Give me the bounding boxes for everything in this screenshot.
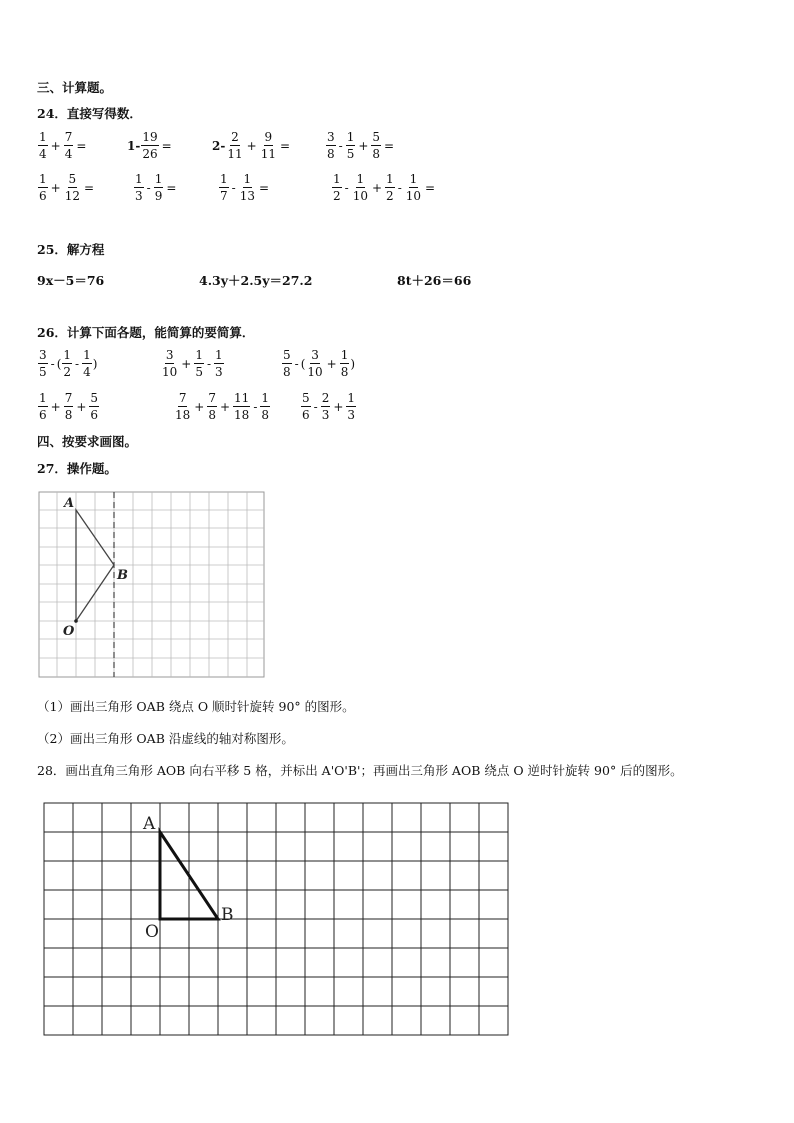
q26-expression-6: $\frac{5}{6}$ - $\frac{2}{3}$ + $\frac{1}{3}$ — [302, 391, 356, 422]
q27-label-b: B — [117, 568, 128, 583]
q24-operator: + — [371, 180, 383, 195]
q24-fraction: $\frac{1}{10}$ — [352, 172, 368, 203]
q24-fraction: $\frac{7}{4}$ — [64, 130, 73, 161]
q24-operator: - — [397, 180, 402, 195]
q26-expression-1: $\frac{3}{5}$ - ( $\frac{1}{2}$ - $\frac{1}{4}$ ) — [39, 348, 98, 379]
q24-fraction: $\frac{1}{6}$ — [39, 172, 47, 203]
q24-operator: - — [146, 180, 151, 195]
q24-fraction: $\frac{1}{2}$ — [333, 172, 341, 203]
q24-item — [325, 131, 396, 160]
q24-operator: + — [358, 138, 369, 153]
q27-point-o — [74, 619, 78, 623]
q24-operator: + — [50, 180, 61, 195]
q24-fraction: $\frac{1}{10}$ — [405, 172, 422, 203]
q24-fraction: $\frac{2}{11}$ — [227, 130, 243, 161]
q24-prefix: 2- — [212, 138, 226, 153]
q28-label-b: B — [221, 905, 234, 925]
q25-equation-2: 4.3y＋2.5y＝27.2 — [199, 273, 313, 288]
q24-operator: - — [344, 180, 349, 195]
q24-operator: + — [246, 138, 257, 153]
q26-expression-2: $\frac{3}{10}$ + $\frac{1}{5}$ - $\frac{1}{3}$ — [162, 348, 223, 379]
q24-equals: = — [83, 180, 95, 195]
q24-fraction: $\frac{19}{26}$ — [142, 130, 158, 161]
q24-fraction: $\frac{1}{5}$ — [346, 130, 355, 161]
q24-fraction: $\frac{1}{2}$ — [386, 172, 394, 203]
q24-fraction: $\frac{1}{13}$ — [239, 172, 255, 203]
q27-grid-figure — [38, 491, 266, 679]
q24-item — [218, 173, 271, 202]
q24-fraction: $\frac{3}{8}$ — [327, 130, 335, 161]
q24-equals: = — [258, 180, 270, 195]
q24-fraction: $\frac{1}{4}$ — [39, 130, 47, 161]
q24-fraction: $\frac{1}{9}$ — [154, 172, 163, 203]
q24-fraction: $\frac{5}{8}$ — [372, 130, 381, 161]
q24-fraction: $\frac{1}{3}$ — [135, 172, 143, 203]
q24-operator: - — [231, 180, 236, 195]
section-3-title: 三、计算题。 — [37, 80, 113, 95]
q28-title: 28．画出直角三角形 AOB 向右平移 5 格，并标出 A'O'B'；再画出三角形 AOB 绕点 O 逆时针旋转 90° 后的图形。 — [37, 763, 683, 778]
q27-label-a: A — [64, 496, 75, 511]
q26-expression-4: $\frac{1}{6}$ + $\frac{7}{8}$ + $\frac{5}{6}$ — [39, 391, 99, 422]
q24-prefix: 1- — [127, 138, 141, 153]
section-4-title: 四、按要求画图。 — [37, 434, 138, 449]
q24-fraction: $\frac{9}{11}$ — [260, 130, 276, 161]
q24-equals: = — [166, 180, 177, 195]
q24-equals: = — [279, 138, 291, 153]
q28-label-o: O — [145, 922, 159, 942]
q24-item — [133, 173, 178, 202]
q24-operator: + — [50, 138, 61, 153]
q24-equals: = — [384, 138, 395, 153]
q26-expression-3: $\frac{5}{8}$ - ( $\frac{3}{10}$ + $\frac{1}{8}$ ) — [283, 348, 356, 379]
q26-expression-5: $\frac{7}{18}$ + $\frac{7}{8}$ + $\frac{11}{18}$ - $\frac{1}{8}$ — [175, 391, 270, 422]
q26-title: 26．计算下面各题，能简算的要简算． — [37, 325, 255, 340]
q27-title: 27．操作题。 — [37, 461, 117, 476]
q25-equation-3: 8t＋26＝66 — [397, 273, 472, 288]
q24-fraction: $\frac{5}{12}$ — [64, 172, 80, 203]
q27-task-1: （1）画出三角形 OAB 绕点 O 顺时针旋转 90° 的图形。 — [37, 699, 355, 714]
q25-equation-1: 9x－5＝76 — [37, 273, 105, 288]
q24-item — [212, 131, 292, 160]
q24-equals: = — [425, 180, 436, 195]
q24-item — [37, 131, 88, 160]
q24-fraction: $\frac{1}{7}$ — [220, 172, 228, 203]
q28-label-a: A — [143, 814, 156, 834]
q28-grid-figure — [42, 801, 510, 1037]
q24-operator: - — [338, 138, 343, 153]
q27-label-o: O — [63, 624, 75, 639]
q24-equals: = — [76, 138, 87, 153]
q24-equals: = — [161, 138, 172, 153]
q24-item — [127, 131, 174, 160]
q24-item — [37, 173, 96, 202]
q24-item — [331, 173, 437, 202]
q24-title: 24．直接写得数． — [37, 106, 142, 121]
q25-title: 25．解方程 — [37, 242, 105, 257]
q27-task-2: （2）画出三角形 OAB 沿虚线的轴对称图形。 — [37, 731, 294, 746]
